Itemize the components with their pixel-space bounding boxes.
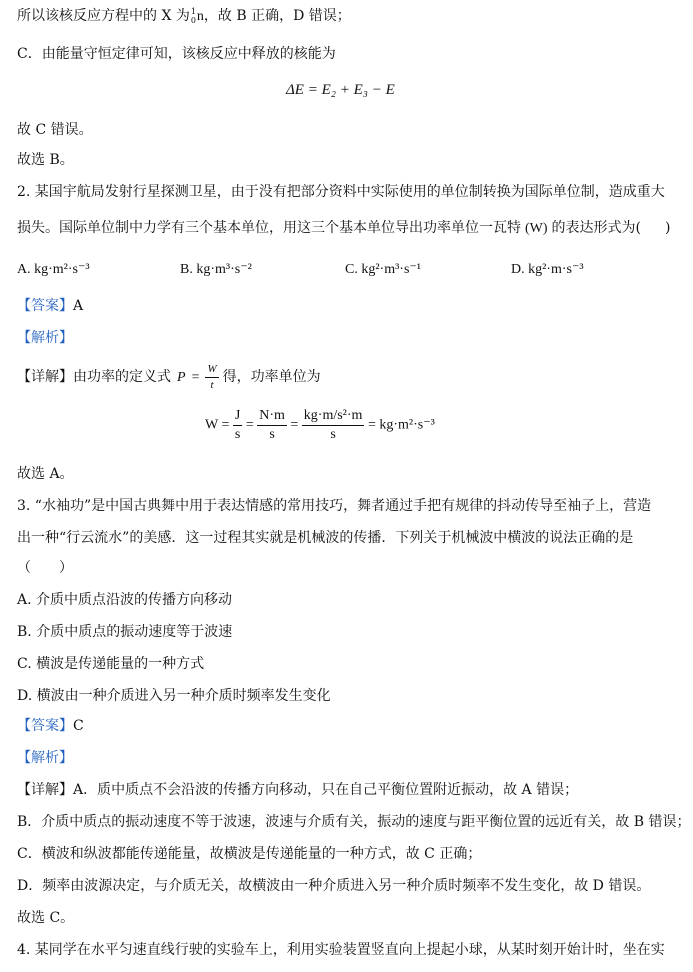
text-line: 故选 A。	[17, 466, 74, 482]
text-line: C．由能量守恒定律可知，该核反应中释放的核能为	[17, 46, 336, 62]
option-d: D. 横波由一种介质进入另一种介质时频率发生变化	[17, 688, 331, 704]
question-2-line: 2. 某国宇航局发射行星探测卫星，由于没有把部分资料中实际使用的单位制转换为国际单位制，造成重大	[17, 184, 665, 200]
power-fraction: $\frac{W}{t}$	[207, 362, 217, 391]
detail-line: B．介质中质点的振动速度不等于波速，波速与介质有关，振动的速度与距平衡位置的远近有关，故 B 错误；	[17, 814, 691, 830]
detail-line: D．频率由波源决定，与介质无关，故横波由一种介质进入另一种介质时频率不发生变化，故 D 错误。	[17, 878, 651, 894]
analysis-label: 【解析】	[17, 750, 73, 766]
energy-equation: ΔE = E₂ + E₃ − E	[286, 82, 395, 98]
unit-equation: W = $\frac{J}{s}$ = $\frac{N\cdot m}{s}$ = $\frac{\text{kg·m/s²·m}}{s}$ = kg·m²·s⁻³	[205, 408, 435, 442]
text-line: 故选 C。	[17, 910, 75, 926]
answer-line: 【答案】A	[17, 298, 84, 314]
question-4-line: 4. 某同学在水平匀速直线行驶的实验车上，利用实验装置竖直向上提起小球，从某时刻开始计时，坐在实	[17, 942, 665, 958]
detail-line: C．横波和纵波都能传递能量，故横波是传递能量的一种方式，故 C 正确；	[17, 846, 482, 862]
question-3-line: 出一种“行云流水”的美感．这一过程其实就是机械波的传播．下列关于机械波中横波的说法正确的是	[17, 530, 634, 546]
option-b: B. 介质中质点的振动速度等于波速	[17, 624, 233, 640]
option-a: A. kg·m²·s⁻³	[17, 262, 90, 277]
option-b: B. kg·m³·s⁻²	[180, 262, 252, 277]
text-line: 所以该核反应方程中的 X 为 1 0 n，故 B 正确，D 错误；	[17, 7, 351, 25]
text-line: 故 C 错误。	[17, 122, 93, 138]
question-2-line: 损失。国际单位制中力学有三个基本单位，用这三个基本单位导出功率单位一瓦特 (W) 的表达形式为( )	[17, 220, 671, 236]
option-d: D. kg²·m·s⁻³	[511, 262, 584, 277]
option-c: C. 横波是传递能量的一种方式	[17, 656, 205, 672]
answer-line: 【答案】C	[17, 718, 84, 734]
question-3-line: （ ）	[17, 560, 73, 576]
detail-line: 【详解】由功率的定义式 P = $\frac{W}{t}$ 得，功率单位为	[17, 362, 321, 391]
analysis-label: 【解析】	[17, 330, 73, 346]
option-c: C. kg²·m³·s⁻¹	[345, 262, 421, 277]
detail-line: 【详解】A．质中质点不会沿波的传播方向移动，只在自己平衡位置附近振动，故 A 错误；	[17, 782, 579, 798]
question-3-line: 3. “水袖功”是中国古典舞中用于表达情感的常用技巧，舞者通过手把有规律的抖动传导至袖子上，营造	[17, 498, 652, 514]
option-a: A. 介质中质点沿波的传播方向移动	[17, 592, 233, 608]
nuclide-scripts: 1 0	[190, 7, 196, 25]
question-2-options	[17, 260, 677, 280]
text-line: 故选 B。	[17, 152, 74, 168]
